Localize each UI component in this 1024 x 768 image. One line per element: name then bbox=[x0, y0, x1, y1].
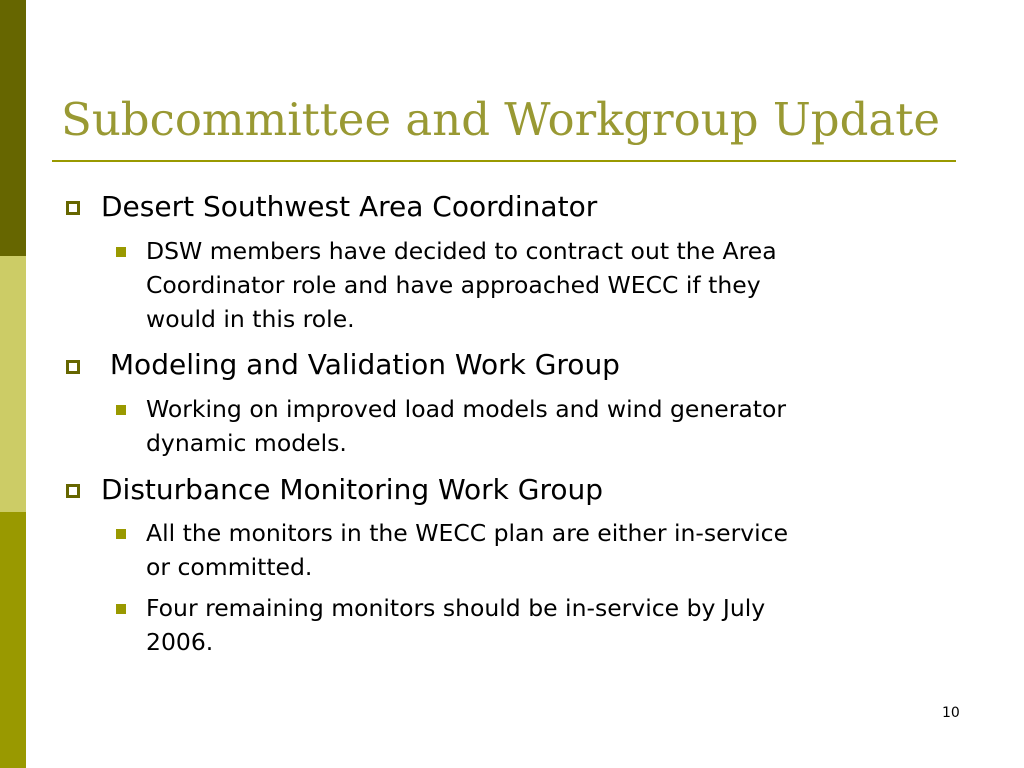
sub-bullet-line: Coordinator role and have approached WECC if they bbox=[146, 271, 761, 299]
bullet-item: Modeling and Validation Work Group bbox=[101, 348, 620, 381]
sub-bullet-line: All the monitors in the WECC plan are either in-service bbox=[146, 519, 789, 547]
sub-bullet-item bbox=[146, 516, 946, 584]
filled-square-bullet-icon bbox=[116, 247, 126, 257]
sub-bullet-line: Four remaining monitors should be in-service by July bbox=[146, 594, 766, 622]
filled-square-bullet-icon bbox=[116, 529, 126, 539]
sub-bullet-item bbox=[146, 392, 946, 460]
hollow-square-bullet-icon bbox=[66, 484, 80, 498]
hollow-square-bullet-icon bbox=[66, 360, 80, 374]
sub-bullet-line: or committed. bbox=[146, 553, 313, 581]
bullet-item: Desert Southwest Area Coordinator bbox=[101, 190, 598, 223]
hollow-square-bullet-icon bbox=[66, 201, 80, 215]
sub-bullet-item bbox=[146, 591, 946, 659]
sub-bullet-item bbox=[146, 234, 946, 336]
sub-bullet-line: DSW members have decided to contract out the Area bbox=[146, 237, 777, 265]
filled-square-bullet-icon bbox=[116, 405, 126, 415]
sub-bullet-line: dynamic models. bbox=[146, 429, 347, 457]
slide-title: Subcommittee and Workgroup Update bbox=[61, 93, 940, 146]
sub-bullet-line: 2006. bbox=[146, 628, 214, 656]
sub-bullet-line: Working on improved load models and wind generator bbox=[146, 395, 787, 423]
bullet-item: Disturbance Monitoring Work Group bbox=[101, 473, 604, 506]
filled-square-bullet-icon bbox=[116, 604, 126, 614]
page-number: 10 bbox=[942, 705, 960, 721]
sub-bullet-line: would in this role. bbox=[146, 305, 355, 333]
